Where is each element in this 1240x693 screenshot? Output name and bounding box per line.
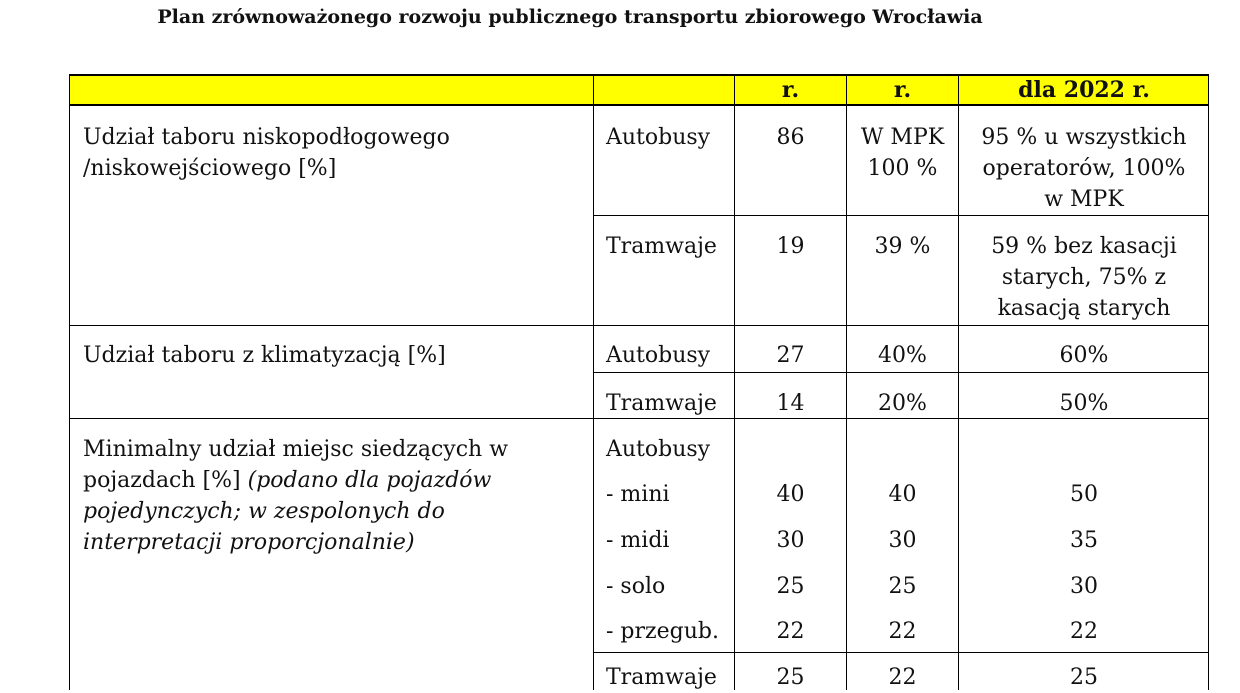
cell-value: 35	[1070, 528, 1098, 553]
row-label-seats-4: interpretacji proporcjonalnie)	[83, 530, 415, 555]
cell-value: 22	[888, 619, 917, 644]
cell-type: - solo	[606, 574, 666, 599]
cell-value: 25	[776, 665, 805, 690]
cell-type: Autobusy	[606, 343, 711, 368]
cell-value: 22	[888, 665, 917, 690]
cell-value: 30	[776, 528, 805, 553]
cell-type: Tramwaje	[606, 665, 717, 690]
cell-value: kasacją starych	[997, 296, 1171, 321]
row-label-ac: Udział taboru z klimatyzacją [%]	[83, 343, 446, 368]
table-divider-1	[593, 74, 594, 690]
cell-type: - midi	[606, 528, 670, 553]
header-col-4: r.	[893, 77, 912, 103]
cell-value: W MPK	[860, 125, 945, 150]
cell-value: 27	[776, 343, 805, 368]
cell-type: Tramwaje	[606, 391, 717, 416]
cell-value: 100 %	[867, 156, 938, 181]
cell-value: 19	[776, 234, 805, 259]
row-label-lowfloor-1: Udział taboru niskopodłogowego	[83, 125, 450, 150]
cell-value: 22	[776, 619, 805, 644]
row-label-seats-2-normal: pojazdach [%]	[83, 468, 248, 493]
cell-value: 95 % u wszystkich	[981, 125, 1187, 150]
table-border-left	[69, 74, 70, 690]
cell-value: operatorów, 100%	[982, 156, 1186, 181]
cell-value: 22	[1070, 619, 1098, 644]
row-label-lowfloor-2: /niskowejściowego [%]	[83, 156, 337, 181]
cell-value: starych, 75% z	[1001, 265, 1167, 290]
cell-value: 59 % bez kasacji	[991, 234, 1177, 259]
cell-value: 30	[888, 528, 917, 553]
row-label-seats-2	[83, 465, 491, 496]
cell-value: 60%	[1059, 343, 1109, 368]
cell-value: 25	[888, 574, 917, 599]
row-label-seats-1: Minimalny udział miejsc siedzących w	[83, 437, 509, 462]
cell-type: Autobusy	[606, 125, 711, 150]
cell-value: 25	[776, 574, 805, 599]
cell-value: 25	[1070, 665, 1098, 690]
row-label-seats-3: pojedynczych; w zespolonych do	[83, 499, 445, 524]
header-col-3: r.	[781, 77, 800, 103]
cell-value: 30	[1070, 574, 1098, 599]
row-divider-tram-seats	[593, 652, 1209, 653]
cell-value: 50	[1070, 482, 1098, 507]
cell-value: w MPK	[1044, 187, 1124, 212]
cell-value: 39 %	[874, 234, 931, 259]
cell-value: 40%	[878, 343, 927, 368]
cell-type: - przegub.	[606, 619, 719, 644]
cell-value: 40	[776, 482, 805, 507]
cell-value: 40	[888, 482, 917, 507]
row-label-seats-2-italic: (podano dla pojazdów	[247, 468, 492, 493]
document-title: Plan zrównoważonego rozwoju publicznego transportu zbiorowego Wrocławia	[157, 6, 983, 28]
cell-type: - mini	[606, 482, 670, 507]
cell-type-heading: Autobusy	[606, 437, 711, 462]
cell-value: 14	[776, 391, 805, 416]
cell-type: Tramwaje	[606, 234, 717, 259]
cell-value: 86	[776, 125, 805, 150]
row-divider-tram-ac	[593, 372, 1209, 373]
header-col-5: dla 2022 r.	[1018, 77, 1150, 103]
row-divider-tram-lowfloor	[593, 215, 1209, 216]
cell-value: 50%	[1059, 391, 1109, 416]
cell-value: 20%	[878, 391, 927, 416]
row-divider-ac	[69, 325, 1209, 326]
